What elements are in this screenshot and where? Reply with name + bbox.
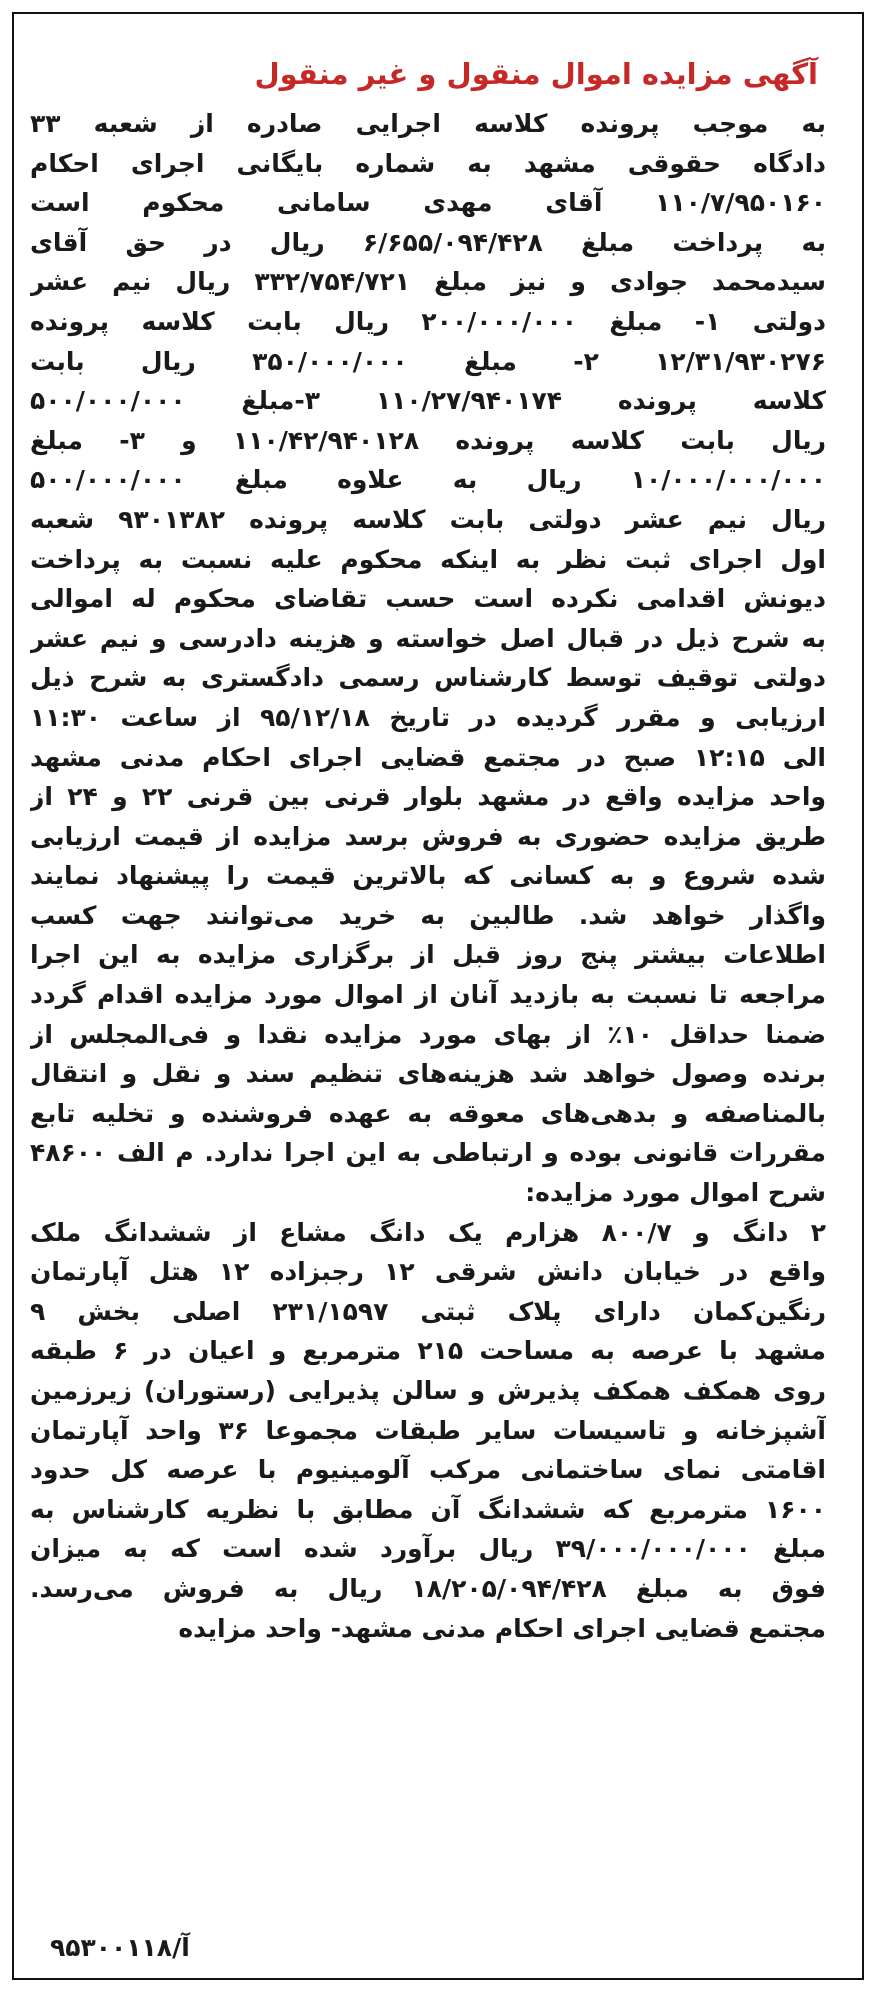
notice-line: ۲ دانگ و ۸۰۰/۷ هزارم یک دانگ مشاع از ششدانگ ملک: [30, 1217, 826, 1247]
notice-line: مقررات قانونی بوده و ارتباطی به این اجرا ندارد. م الف ۴۸۶۰۰: [30, 1138, 826, 1168]
notice-line: سیدمحمد جوادی و نیز مبلغ ۳۳۲/۷۵۴/۷۲۱ ریال نیم عشر: [30, 267, 826, 297]
notice-line: بالمناصفه و بدهی‌های معوقه به عهده فروشنده و تخلیه تابع: [30, 1098, 826, 1128]
notice-line: واگذار خواهد شد. طالبین به خرید می‌توانند جهت کسب: [30, 900, 826, 930]
notice-body: [30, 104, 826, 1648]
notice-line: دولتی ۱- مبلغ ۲۰۰/۰۰۰/۰۰۰ ریال بابت کلاسه پرونده: [30, 306, 826, 336]
notice-line: ۱۲/۳۱/۹۳۰۲۷۶ ۲- مبلغ ۳۵۰/۰۰۰/۰۰۰ ریال بابت: [30, 346, 826, 376]
notice-line: برنده وصول خواهد شد هزینه‌های تنظیم سند و نقل و انتقال: [30, 1059, 826, 1089]
notice-line: مبلغ ۳۹/۰۰۰/۰۰۰/۰۰۰ ریال برآورد شده است که به میزان: [30, 1534, 826, 1564]
notice-line: ۱۱۰/۷/۹۵۰۱۶۰ آقای مهدی سامانی محکوم است: [30, 188, 826, 218]
notice-line: کلاسه پرونده ۱۱۰/۲۷/۹۴۰۱۷۴ ۳-مبلغ ۵۰۰/۰۰۰/۰۰۰: [30, 386, 826, 416]
notice-line: فوق به مبلغ ۱۸/۲۰۵/۰۹۴/۴۲۸ ریال به فروش می‌رسد.: [30, 1573, 826, 1603]
notice-line: دیونش اقدامی نکرده است حسب تقاضای محکوم له اموالی: [30, 584, 826, 614]
notice-line: به موجب پرونده کلاسه اجرایی صادره از شعبه ۳۳: [30, 109, 826, 138]
notice-line: ریال نیم عشر دولتی بابت کلاسه پرونده ۹۳۰۱۳۸۲ شعبه: [30, 504, 826, 534]
notice-line: به پرداخت مبلغ ۶/۶۵۵/۰۹۴/۴۲۸ ریال در حق آقای: [30, 227, 826, 257]
notice-line: آشپزخانه و تاسیسات سایر طبقات مجموعا ۳۶ واحد آپارتمان: [30, 1415, 826, 1445]
notice-line: ۱۰/۰۰۰/۰۰۰/۰۰۰ ریال به علاوه مبلغ ۵۰۰/۰۰۰/۰۰۰: [30, 465, 826, 495]
notice-line: مجتمع قضایی اجرای احکام مدنی مشهد- واحد مزایده: [178, 1613, 826, 1643]
notice-line: اقامتی نمای ساختمانی مرکب آلومینیوم با عرصه کل حدود: [30, 1455, 826, 1485]
notice-line: مراجعه تا نسبت به بازدید آنان از اموال مورد مزایده اقدام گردد: [30, 980, 826, 1010]
notice-title: آگهی مزایده اموال منقول و غیر منقول: [254, 57, 818, 91]
notice-code: آ/۹۵۳۰۰۱۱۸: [50, 1933, 190, 1962]
notice-line: دادگاه حقوقی مشهد به شماره بایگانی اجرای احکام: [30, 148, 826, 178]
notice-line: الی ۱۲:۱۵ صبح در مجتمع قضایی اجرای احکام مدنی مشهد: [30, 742, 826, 772]
notice-line: شرح اموال مورد مزایده:: [525, 1178, 826, 1208]
notice-line: رنگین‌کمان دارای پلاک ثبتی ۲۳۱/۱۵۹۷ اصلی بخش ۹: [30, 1296, 826, 1326]
notice-line: واحد مزایده واقع در مشهد بلوار قرنی بین قرنی ۲۲ و ۲۴ از: [30, 782, 826, 812]
notice-line: واقع در خیابان دانش شرقی ۱۲ رجبزاده ۱۲ هتل آپارتمان: [30, 1257, 826, 1287]
notice-line: شده شروع و به کسانی که بالاترین قیمت را پیشنهاد نمایند: [30, 861, 826, 891]
notice-line: دولتی توقیف توسط کارشناس رسمی دادگستری به شرح ذیل: [30, 663, 826, 693]
notice-line: ۱۶۰۰ مترمربع که ششدانگ آن مطابق با نظریه کارشناس به: [30, 1494, 826, 1524]
notice-line: طریق مزایده حضوری به فروش برسد مزایده از قیمت ارزیابی: [30, 821, 826, 851]
notice-line: ریال بابت کلاسه پرونده ۱۱۰/۴۲/۹۴۰۱۲۸ و ۳- مبلغ: [30, 425, 826, 455]
notice-line: ضمنا حداقل ۱۰٪ از بهای مورد مزایده نقدا و فی‌المجلس از: [30, 1019, 826, 1049]
notice-line: اطلاعات بیشتر پنج روز قبل از برگزاری مزایده به این اجرا: [30, 940, 826, 970]
notice-frame: [12, 12, 864, 1980]
notice-line: به شرح ذیل در قبال اصل خواسته و هزینه دادرسی و نیم عشر: [30, 623, 826, 653]
notice-line: ارزیابی و مقرر گردیده در تاریخ ۹۵/۱۲/۱۸ از ساعت ۱۱:۳۰: [30, 702, 826, 732]
notice-line: مشهد با عرصه به مساحت ۲۱۵ مترمربع و اعیان در ۶ طبقه: [30, 1336, 826, 1366]
notice-line: روی همکف همکف پذیرش و سالن پذیرایی (رستوران) زیرزمین: [30, 1376, 826, 1405]
notice-line: اول اجرای ثبت نظر به اینکه محکوم علیه نسبت به پرداخت: [30, 544, 826, 574]
